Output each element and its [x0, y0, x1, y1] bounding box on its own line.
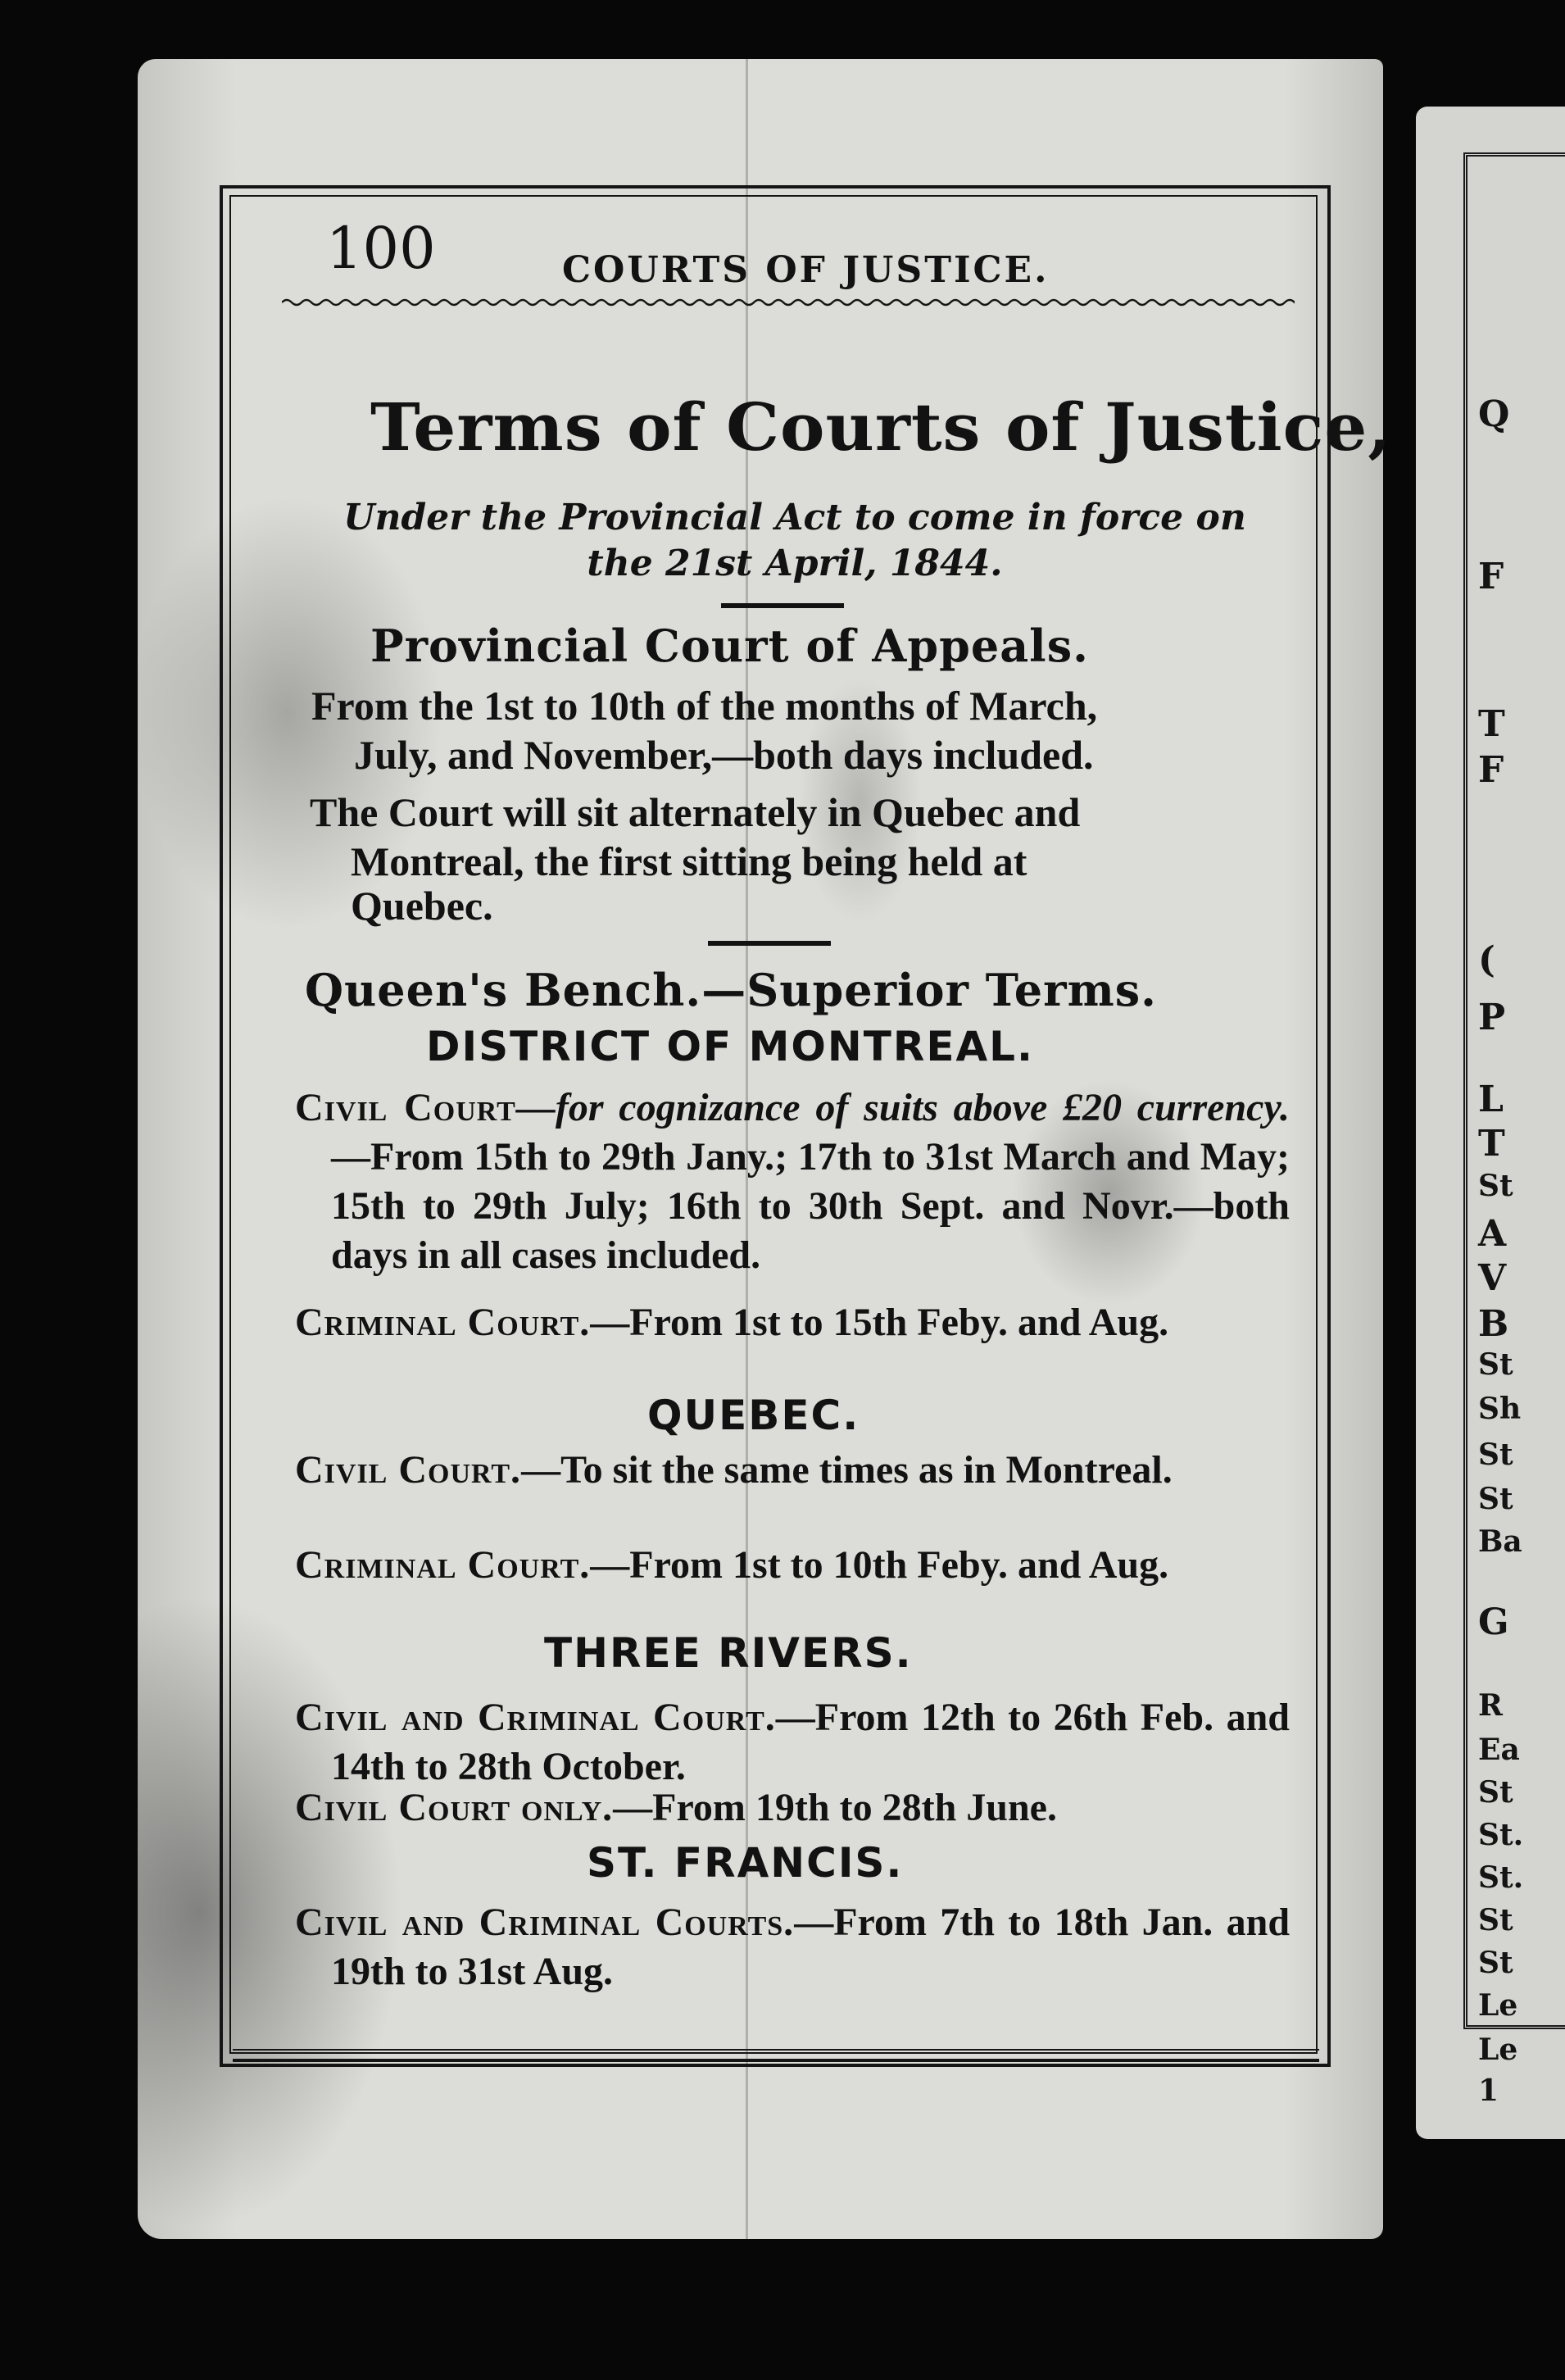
- next-page-letter: T: [1478, 703, 1505, 745]
- next-page-letter: St: [1478, 1775, 1513, 1810]
- montreal-criminal-court: [295, 1298, 1290, 1347]
- next-page-letters: [1478, 107, 1565, 2139]
- next-page-letter: Le: [1478, 2033, 1518, 2067]
- montreal-civil-court: [295, 1083, 1290, 1280]
- appeals-line-1: From the 1st to 10th of the months of March,: [311, 683, 1098, 729]
- next-page-letter: P: [1478, 997, 1506, 1038]
- next-page-letter: 1: [1478, 2073, 1499, 2108]
- three-rivers-civil-label: Civil Court only.: [295, 1786, 614, 1829]
- three-rivers-cc-label: Civil and Criminal Court.: [295, 1696, 776, 1739]
- next-page-letter: Ea: [1478, 1733, 1520, 1767]
- section-divider: [708, 941, 831, 946]
- st-francis-civil-criminal-courts: [295, 1898, 1290, 1996]
- three-rivers-cc-text: —From 12th to 26th Feb. and 14th to 28th October.: [331, 1696, 1290, 1788]
- next-page-letter: (: [1478, 939, 1495, 981]
- page-bottom-rule: [233, 2049, 1319, 2062]
- montreal-criminal-label: Criminal Court.: [295, 1301, 591, 1344]
- next-page-letter: T: [1478, 1123, 1505, 1165]
- montreal-civil-italic: —for cognizance of suits above £20 currency.: [515, 1086, 1290, 1129]
- section-divider: [721, 603, 844, 608]
- subtitle-year: 1844.: [877, 543, 1003, 584]
- next-page-letter: Sh: [1478, 1392, 1522, 1426]
- quebec-civil-court: [295, 1446, 1290, 1495]
- montreal-civil-text: —From 15th to 29th Jany.; 17th to 31st March and May; 15th to 29th July; 16th to 30th Sept. and Novr.—both days in all cases included.: [331, 1135, 1290, 1277]
- appeals-heading: Provincial Court of Appeals.: [370, 620, 1089, 672]
- running-head: COURTS OF JUSTICE.: [562, 249, 1050, 291]
- next-page-letter: F: [1478, 556, 1504, 597]
- appeals-line-2: July, and November,—both days included.: [354, 732, 1094, 778]
- three-rivers-civil-criminal-court: [295, 1693, 1290, 1792]
- district-montreal-heading: DISTRICT OF MONTREAL.: [426, 1023, 1035, 1070]
- wavy-header-rule: [282, 297, 1295, 308]
- quebec-criminal-label: Criminal Court.: [295, 1543, 591, 1587]
- appeals-line-3: The Court will sit alternately in Quebec and: [310, 789, 1081, 835]
- three-rivers-civil-text: —From 19th to 28th June.: [613, 1786, 1057, 1829]
- st-francis-cc-label: Civil and Criminal Courts.: [295, 1901, 795, 1944]
- next-page-letter: G: [1478, 1601, 1509, 1643]
- next-page-edge: [1416, 107, 1565, 2139]
- quebec-civil-label: Civil Court.: [295, 1448, 522, 1492]
- next-page-letter: R: [1478, 1688, 1503, 1723]
- next-page-letter: St: [1478, 1946, 1513, 1980]
- quebec-criminal-court: [295, 1541, 1290, 1590]
- next-page-letter: B: [1478, 1303, 1509, 1345]
- district-st-francis-heading: ST. FRANCIS.: [587, 1839, 904, 1887]
- next-page-letter: St.: [1478, 1818, 1524, 1852]
- quebec-criminal-text: —From 1st to 10th Feby. and Aug.: [590, 1543, 1169, 1587]
- page-title: Terms of Courts of Justice,: [370, 388, 1392, 466]
- st-francis-cc-text: —From 7th to 18th Jan. and 19th to 31st Aug.: [331, 1901, 1291, 1993]
- next-page-letter: Q: [1478, 393, 1510, 435]
- three-rivers-civil-court-only: [295, 1783, 1290, 1833]
- next-page-letter: St.: [1478, 1860, 1524, 1895]
- page-subtitle: [328, 495, 1262, 587]
- quebec-civil-text: —To sit the same times as in Montreal.: [521, 1448, 1173, 1492]
- next-page-letter: F: [1478, 749, 1504, 791]
- district-three-rivers-heading: THREE RIVERS.: [544, 1629, 913, 1677]
- next-page-letter: St: [1478, 1347, 1513, 1382]
- queens-bench-heading: Queen's Bench.—Superior Terms.: [305, 964, 1157, 1016]
- subtitle-italic: Under the Provincial Act to come in force on the 21st April,: [343, 497, 1246, 584]
- next-page-letter: St: [1478, 1169, 1513, 1203]
- next-page-letter: St: [1478, 1438, 1513, 1472]
- next-page-letter: Ba: [1478, 1524, 1522, 1559]
- next-page-letter: St: [1478, 1482, 1513, 1516]
- next-page-letter: V: [1478, 1257, 1507, 1299]
- next-page-letter: A: [1478, 1213, 1507, 1255]
- page-number: 100: [326, 215, 436, 282]
- montreal-civil-label: Civil Court: [295, 1086, 516, 1129]
- district-quebec-heading: QUEBEC.: [647, 1392, 860, 1439]
- appeals-line-5: Quebec.: [351, 883, 493, 929]
- montreal-criminal-text: —From 1st to 15th Feby. and Aug.: [590, 1301, 1169, 1344]
- appeals-line-4: Montreal, the first sitting being held at: [351, 838, 1027, 884]
- next-page-letter: L: [1478, 1079, 1504, 1120]
- next-page-letter: Le: [1478, 1988, 1518, 2023]
- next-page-letter: St: [1478, 1903, 1513, 1937]
